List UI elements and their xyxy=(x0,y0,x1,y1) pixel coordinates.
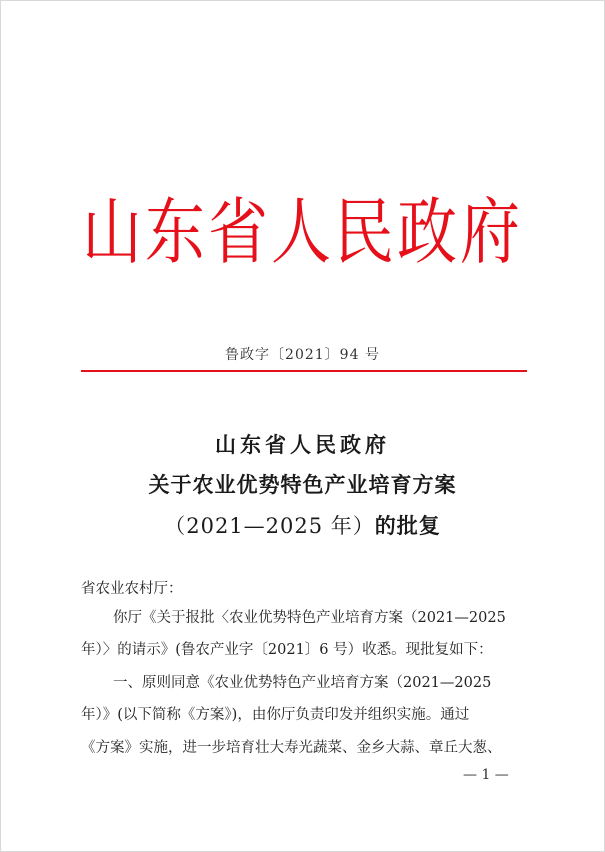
title-line-1: 山东省人民政府 xyxy=(215,432,390,457)
red-separator-line xyxy=(81,370,527,372)
title-line-3 xyxy=(1,510,604,540)
paragraph-1-line-1: 你厅《关于报批〈农业优势特色产业培育方案（2021—2025 xyxy=(113,610,506,626)
page-number: — 1 — xyxy=(463,767,509,783)
addressee: 省农业农村厅： xyxy=(81,581,183,597)
document-number: 鲁政字〔2021〕94 号 xyxy=(225,347,380,363)
paragraph-2-line-3: 《方案》实施，进一步培育壮大寿光蔬菜、金乡大蒜、章丘大葱、 xyxy=(81,740,502,756)
paragraph-2-line-1: 一、原则同意《农业优势特色产业培育方案（2021—2025 xyxy=(113,675,492,691)
paragraph-2-line-2: 年）》(以下简称《方案》)，由你厅负责印发并组织实施。通过 xyxy=(81,707,470,723)
title-line-3-year: （2021—2025 年） xyxy=(164,514,375,538)
title-line-3-rest: 的批复 xyxy=(374,513,441,538)
paragraph-1-line-2: 年）〉的请示》(鲁农产业字〔2021〕6 号）收悉。现批复如下： xyxy=(81,642,493,658)
issuer-masthead: 山东省人民政府 xyxy=(82,191,523,275)
title-line-2: 关于农业优势特色产业培育方案 xyxy=(148,472,457,497)
